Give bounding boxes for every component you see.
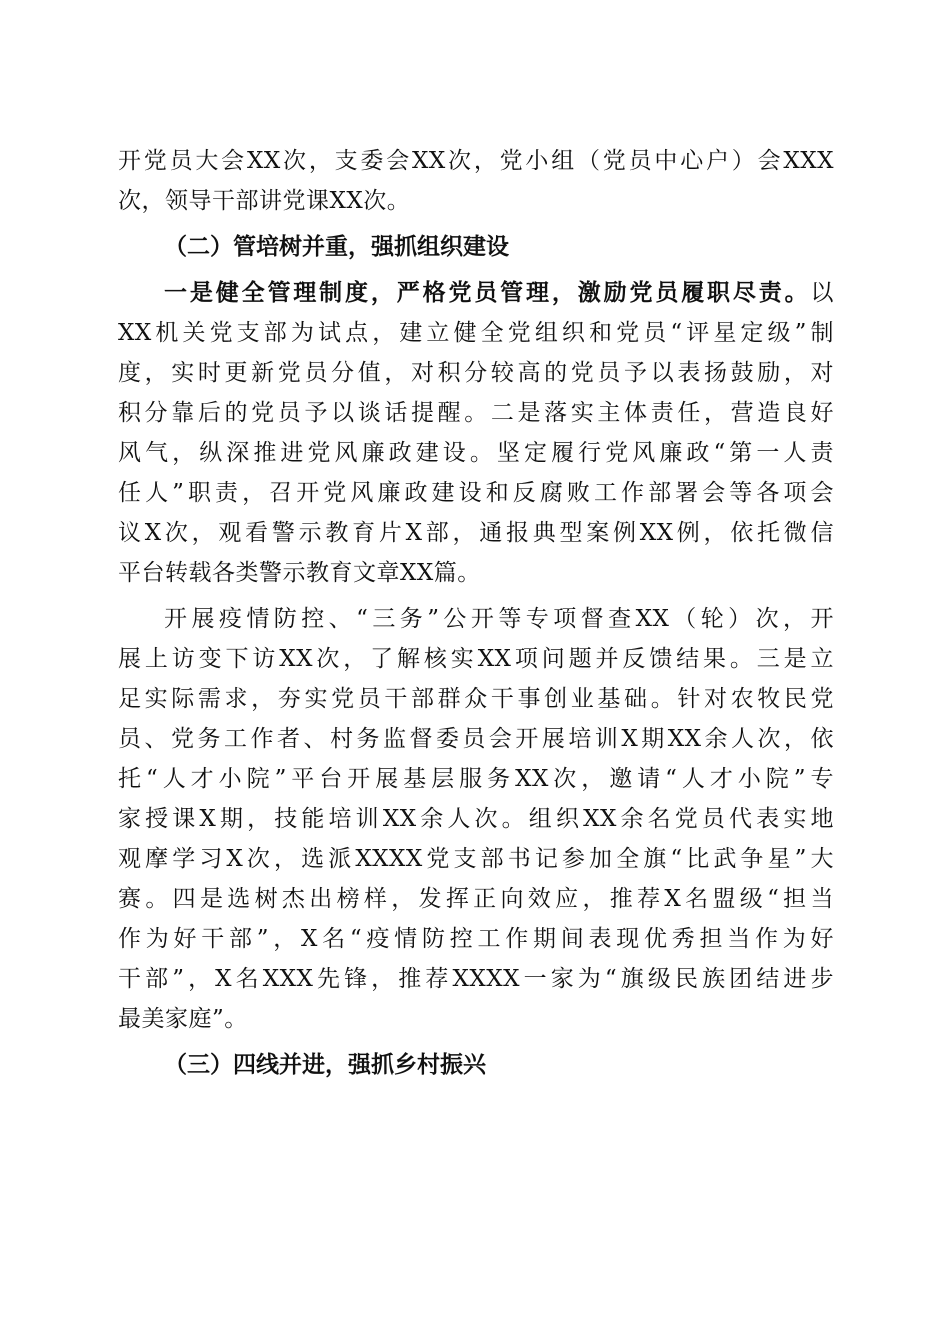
- section-heading-2: （二）管培树并重，强抓组织建设: [164, 233, 509, 260]
- paragraph-line: XX机关党支部为试点，建立健全党组织和党员“评星定级”制: [118, 320, 834, 346]
- paragraph-line: 平台转载各类警示教育文章XX篇。: [118, 560, 481, 586]
- paragraph-fragment: 以: [810, 280, 834, 306]
- paragraph-line: 最美家庭”。: [118, 1006, 248, 1032]
- paragraph-line: 足实际需求，夯实党员干部群众干事创业基础。针对农牧民党: [118, 686, 834, 712]
- paragraph-line: [118, 273, 834, 313]
- paragraph-line: 积分靠后的党员予以谈话提醒。二是落实主体责任，营造良好: [118, 400, 834, 426]
- paragraph-line: 风气，纵深推进党风廉政建设。坚定履行党风廉政“第一人责: [118, 440, 834, 466]
- paragraph-line: 议X次，观看警示教育片X部，通报典型案例XX例，依托微信: [118, 520, 834, 546]
- paragraph-line: 任人”职责，召开党风廉政建设和反腐败工作部署会等各项会: [118, 480, 834, 506]
- paragraph-line: 赛。四是选树杰出榜样，发挥正向效应，推荐X名盟级“担当: [118, 886, 834, 912]
- paragraph-line: 托“人才小院”平台开展基层服务XX次，邀请“人才小院”专: [118, 766, 834, 792]
- paragraph-line: 干部”，X名XXX先锋，推荐XXXX一家为“旗级民族团结进步: [118, 966, 834, 992]
- document-page: [118, 141, 834, 1085]
- paragraph-line: 开党员大会XX次，支委会XX次，党小组（党员中心户）会XXX: [118, 148, 834, 174]
- paragraph-line: 展上访变下访XX次，了解核实XX项问题并反馈结果。三是立: [118, 646, 834, 672]
- paragraph-line: 次，领导干部讲党课XX次。: [118, 188, 411, 214]
- paragraph-line: 家授课X期，技能培训XX余人次。组织XX余名党员代表实地: [118, 806, 834, 832]
- paragraph-line: 度，实时更新党员分值，对积分较高的党员予以表扬鼓励，对: [118, 360, 834, 386]
- paragraph-line: 作为好干部”，X名“疫情防控工作期间表现优秀担当作为好: [118, 926, 834, 952]
- paragraph-line: 开展疫情防控、“三务”公开等专项督查XX（轮）次，开: [164, 606, 834, 632]
- section-heading-3: （三）四线并进，强抓乡村振兴: [164, 1051, 486, 1078]
- paragraph-line: 观摩学习X次，选派XXXX党支部书记参加全旗“比武争星”大: [118, 846, 834, 872]
- bold-lead: 一是健全管理制度，严格党员管理，激励党员履职尽责。: [164, 279, 811, 306]
- paragraph-line: 员、党务工作者、村务监督委员会开展培训X期XX余人次，依: [118, 726, 834, 752]
